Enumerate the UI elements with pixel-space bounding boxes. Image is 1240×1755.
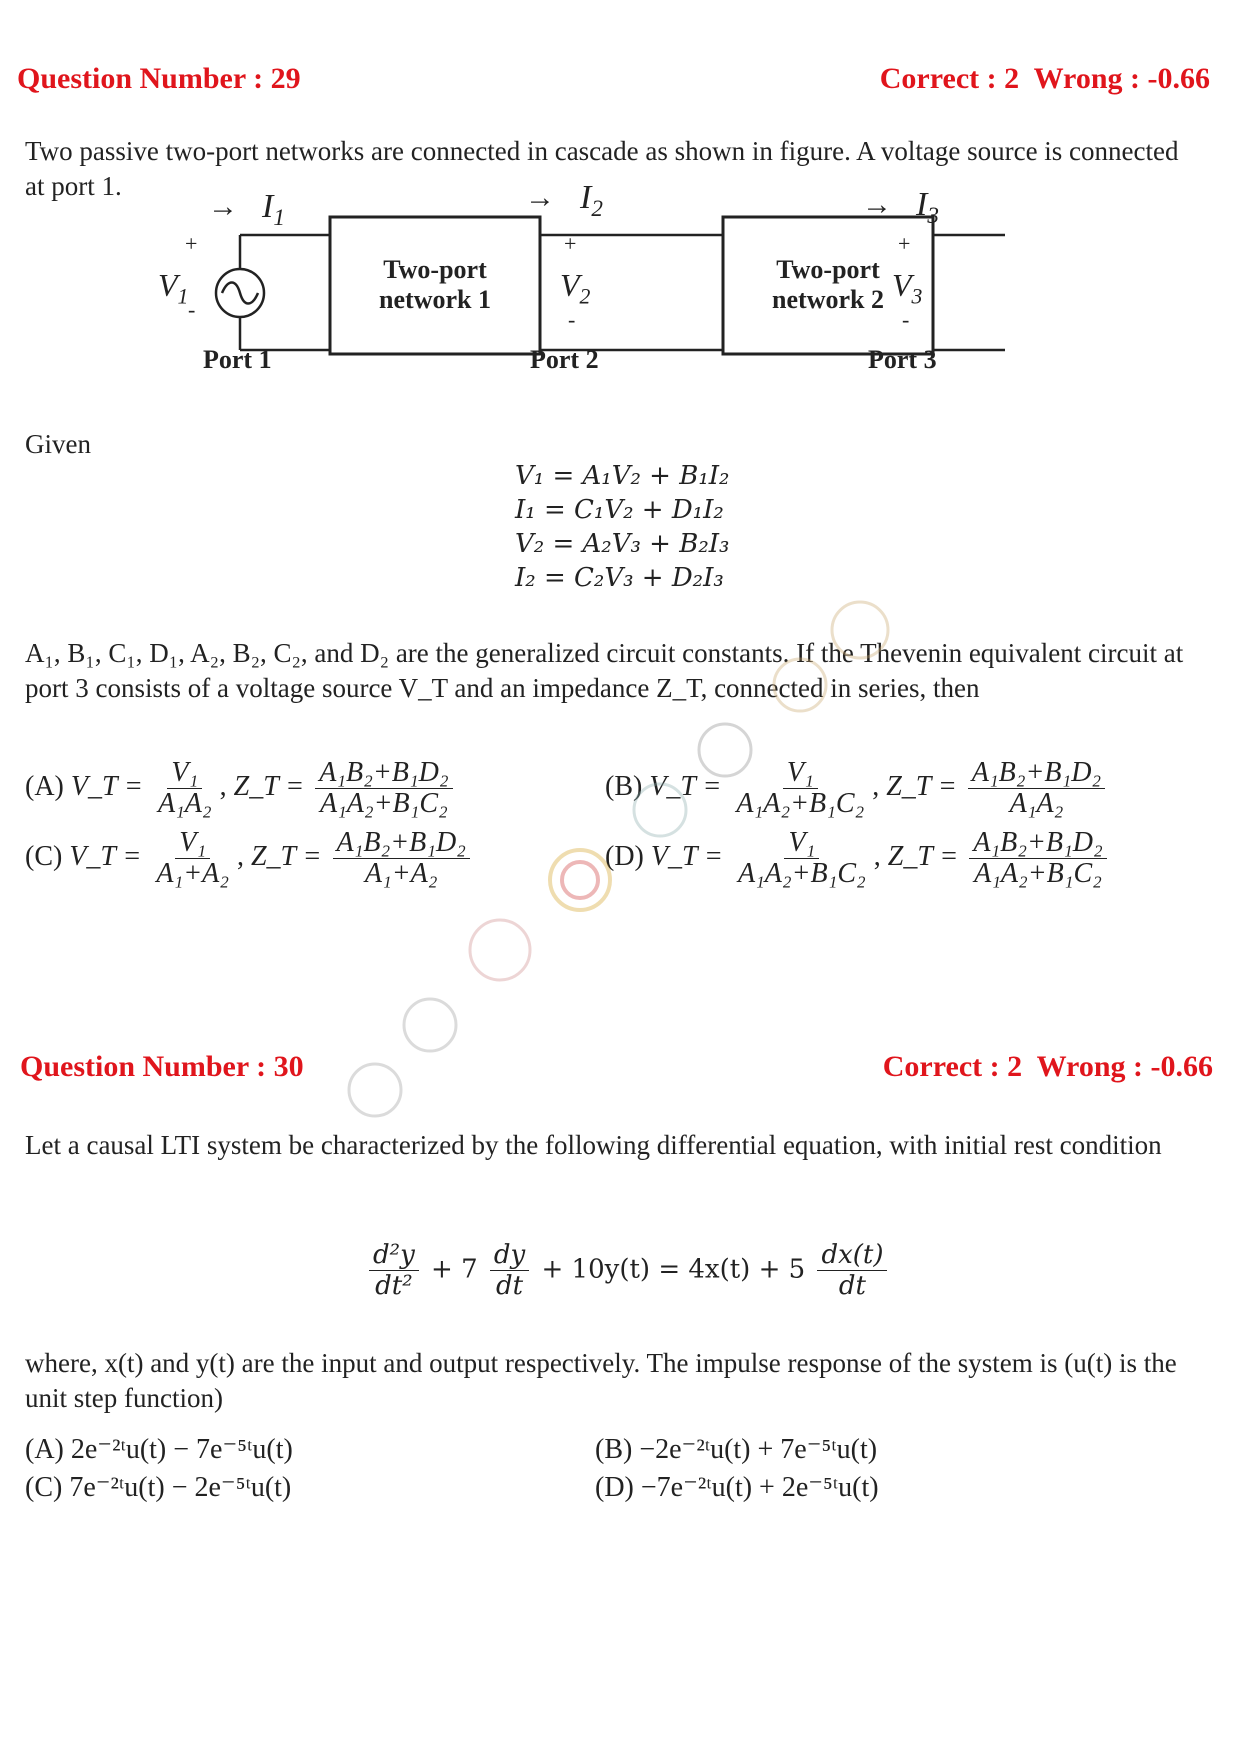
given-equations: [515, 459, 729, 595]
v2-label: $V_2$: [560, 267, 591, 309]
differential-equation: $\frac{\text{d²y}}{\text{dt²}}$ + 7 $\frac{dy}{dt}$ + 10y(t) = 4x(t) + 5 $\frac{dx(t)}{dt}$: [365, 1240, 891, 1301]
seal-icon: [699, 724, 751, 776]
seal-icon: [550, 850, 610, 910]
i3-arrow-icon: →: [862, 188, 892, 221]
circuit-diagram: [150, 195, 1080, 425]
v2-plus: +: [564, 231, 577, 256]
i3-label: $I_3$: [916, 186, 939, 229]
seal-icon: [774, 659, 826, 711]
equation-line: V₂ = A₂V₃ + B₂I₃: [515, 529, 730, 559]
i2-label: $I_2$: [580, 179, 603, 222]
v3-plus: +: [898, 231, 911, 256]
two-port-cascade-figure: [150, 179, 1080, 425]
equation-line: I₂ = C₂V₃ + D₂I₃: [515, 563, 724, 593]
equation-line: V₁ = A₁V₂ + B₁I₂: [515, 461, 730, 491]
seal-icon: [404, 999, 456, 1051]
v2-minus: -: [568, 307, 576, 332]
network-2-label: Two-port network 2: [772, 255, 884, 314]
option-29-b[interactable]: (B) V_T = $\frac{\text{V₁}}{\text{A₁A₂+B₁C₂}}$ , Z_T = $\frac{\text{A₁B₂+B₁D₂}}{\text{A₁A₂}}$: [605, 758, 1109, 819]
i2-arrow-icon: →: [525, 181, 555, 214]
seal-icon: [832, 602, 888, 658]
option-29-a[interactable]: (A) V_T = $\frac{\text{V₁}}{\text{A₁A₂}}$ , Z_T = $\frac{\text{A₁B₂+B₁D₂}}{\text{A₁A₂+B₁C₂}}$: [25, 758, 457, 819]
question-30-body: where, x(t) and y(t) are the input and output respectively. The impulse response of the system is (u(t) is the unit step function): [25, 1348, 1177, 1413]
question-30-intro: Let a causal LTI system be characterized by the following differential equation, with initial rest condition: [25, 1130, 1162, 1160]
seal-icon: [470, 920, 530, 980]
option-30-b[interactable]: (B) −2e⁻²ᵗu(t) + 7e⁻⁵ᵗu(t): [595, 1434, 878, 1465]
option-30-a[interactable]: (A) 2e⁻²ᵗu(t) − 7e⁻⁵ᵗu(t): [25, 1434, 293, 1465]
port-3-label: Port 3: [868, 345, 937, 374]
port-2-label: Port 2: [530, 345, 599, 374]
i1-label: $I_1$: [262, 188, 285, 231]
seal-icon: [634, 784, 686, 836]
given-label: Given: [25, 429, 91, 459]
watermark-seals: [330, 600, 920, 1180]
option-30-c[interactable]: (C) 7e⁻²ᵗu(t) − 2e⁻⁵ᵗu(t): [25, 1472, 292, 1503]
question-29-intro: Two passive two-port networks are connected in cascade as shown in figure. A voltage source is connected at port 1.: [25, 136, 1179, 201]
question-29-body: A₁, B₁, C₁, D₁, A₂, B₂, C₂, and D₂ are the generalized circuit constants. If the Thevenin equivalent circuit at port 3 consists of a voltage source V_T and an impedance Z_T, connected in series, then: [25, 638, 1184, 703]
network-1-label: Two-port network 1: [379, 255, 491, 314]
v1-label: $V_1$: [158, 267, 189, 309]
option-30-d[interactable]: (D) −7e⁻²ᵗu(t) + 2e⁻⁵ᵗu(t): [595, 1472, 879, 1503]
v1-plus: +: [185, 231, 198, 256]
question-30-header: Question Number : 30: [20, 1050, 304, 1083]
i1-arrow-icon: →: [208, 190, 238, 223]
question-30-marks: Correct : 2 Wrong : -0.66: [882, 1050, 1213, 1083]
question-29-header: Question Number : 29: [17, 62, 301, 95]
port-1-label: Port 1: [203, 345, 272, 374]
question-29-marks: Correct : 2 Wrong : -0.66: [879, 62, 1210, 95]
equation-line: I₁ = C₁V₂ + D₁I₂: [515, 495, 724, 525]
v1-minus: -: [188, 297, 196, 322]
v3-minus: -: [902, 307, 910, 332]
seal-icon: [349, 1064, 401, 1116]
option-29-d[interactable]: (D) V_T = $\frac{\text{V₁}}{\text{A₁A₂+B₁C₂}}$ , Z_T = $\frac{\text{A₁B₂+B₁D₂}}{\text{A₁A₂+B₁C₂}}$: [605, 828, 1111, 889]
option-29-c[interactable]: (C) V_T = $\frac{\text{V₁}}{\text{A₁+A₂}}$ , Z_T = $\frac{\text{A₁B₂+B₁D₂}}{\text{A₁+A₂}}$: [25, 828, 474, 889]
v3-label: $V_3$: [892, 267, 923, 309]
